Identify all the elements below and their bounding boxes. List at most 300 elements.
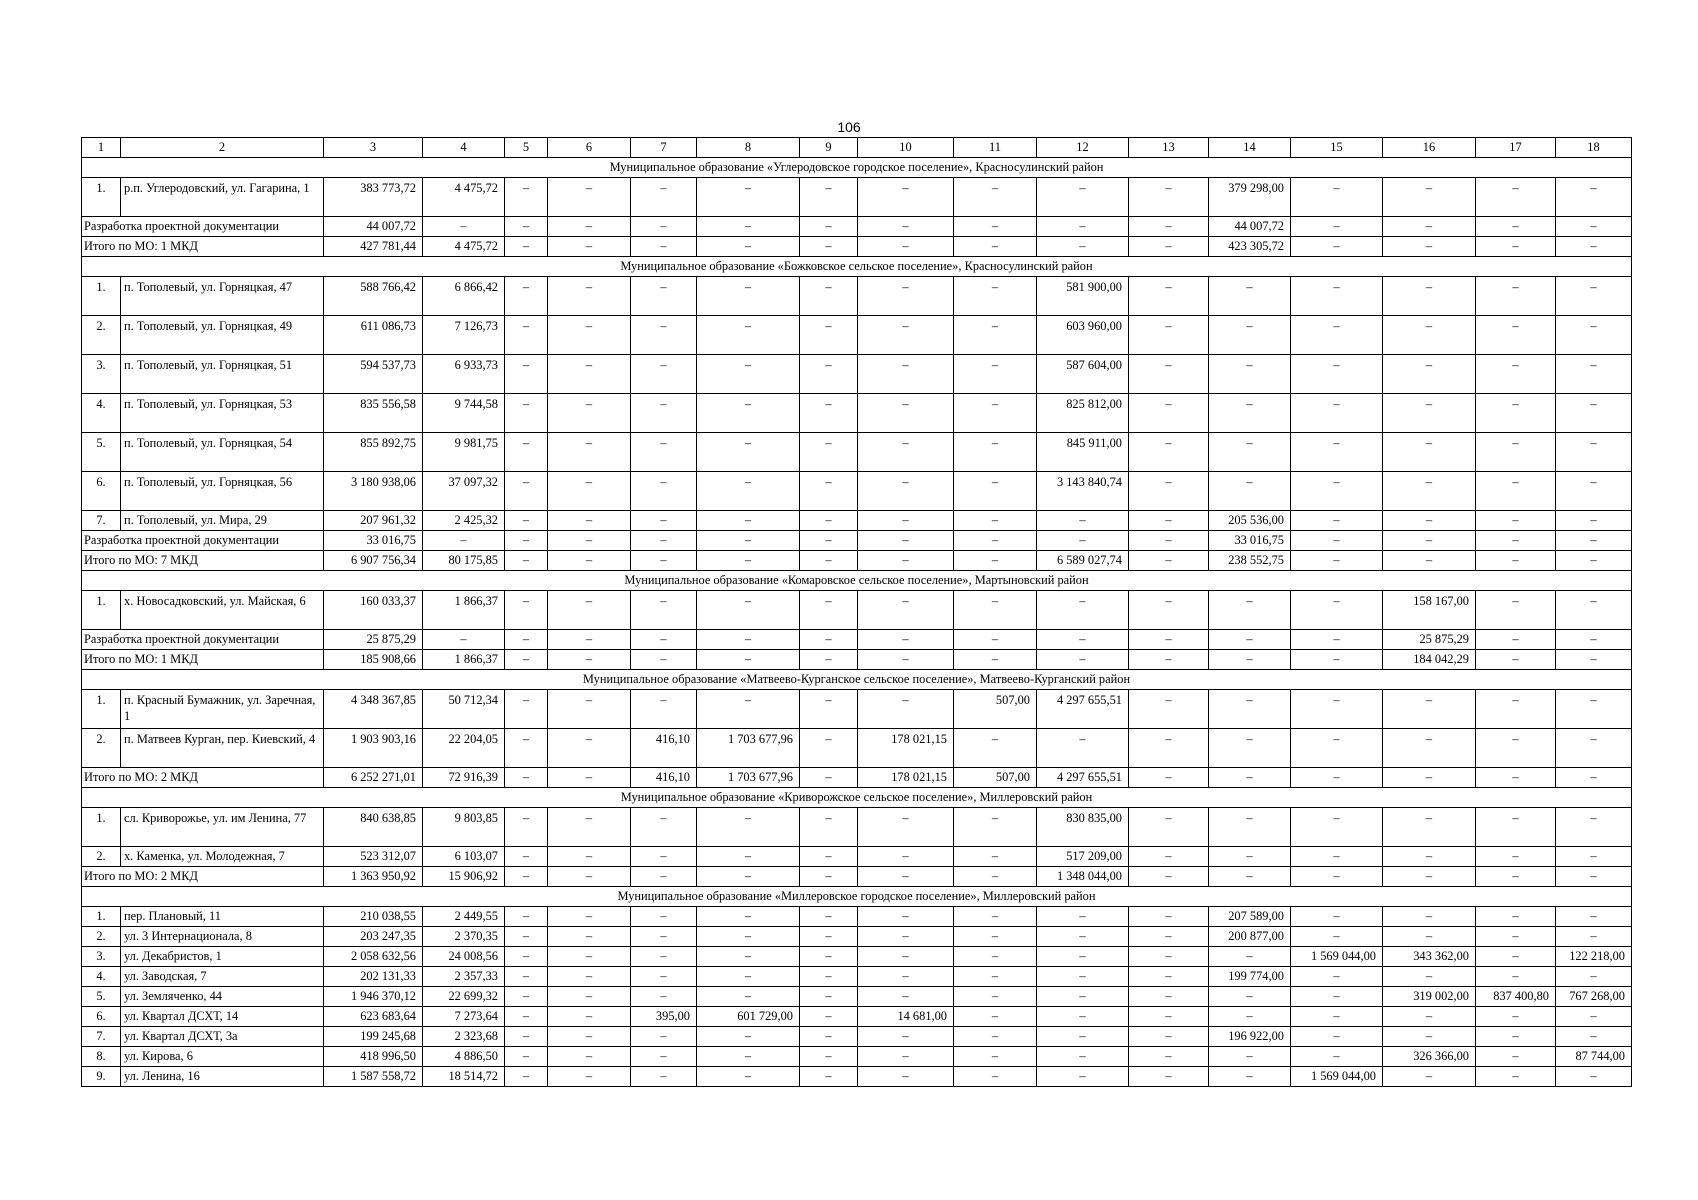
value-cell: – xyxy=(1037,927,1129,947)
value-cell: 9 803,85 xyxy=(423,808,505,847)
value-cell: 1 587 558,72 xyxy=(324,1067,423,1087)
table-row xyxy=(82,591,1632,630)
value-cell: – xyxy=(505,690,548,729)
value-cell: – xyxy=(1556,967,1632,987)
value-cell: – xyxy=(954,947,1037,967)
value-cell: 3 180 938,06 xyxy=(324,472,423,511)
value-cell: – xyxy=(858,1047,954,1067)
value-cell: 767 268,00 xyxy=(1556,987,1632,1007)
value-cell: – xyxy=(697,217,800,237)
value-cell: – xyxy=(1291,927,1383,947)
value-cell: – xyxy=(505,1027,548,1047)
value-cell: – xyxy=(1129,927,1209,947)
value-cell: – xyxy=(1129,591,1209,630)
table-row xyxy=(82,394,1632,433)
value-cell: – xyxy=(858,394,954,433)
value-cell: – xyxy=(697,237,800,257)
value-cell: – xyxy=(505,1067,548,1087)
table-row xyxy=(82,927,1632,947)
value-cell: 4 297 655,51 xyxy=(1037,690,1129,729)
value-cell: – xyxy=(1129,867,1209,887)
value-cell: 6 103,07 xyxy=(423,847,505,867)
value-cell: 1 866,37 xyxy=(423,591,505,630)
address-cell: п. Тополевый, ул. Горняцкая, 56 xyxy=(121,472,324,511)
value-cell: 199 774,00 xyxy=(1209,967,1291,987)
value-cell: – xyxy=(1129,729,1209,768)
value-cell: – xyxy=(1129,237,1209,257)
row-number: 7. xyxy=(82,1027,121,1047)
value-cell: – xyxy=(1129,847,1209,867)
value-cell: – xyxy=(697,1047,800,1067)
column-header: 6 xyxy=(548,138,631,158)
value-cell: – xyxy=(631,277,697,316)
section-header-row xyxy=(82,788,1632,808)
column-header: 17 xyxy=(1476,138,1556,158)
value-cell: – xyxy=(1291,967,1383,987)
value-cell: – xyxy=(697,591,800,630)
total-label: Итого по МО: 7 МКД xyxy=(82,551,324,571)
table-row xyxy=(82,729,1632,768)
value-cell: – xyxy=(548,531,631,551)
value-cell: 80 175,85 xyxy=(423,551,505,571)
value-cell: – xyxy=(1209,277,1291,316)
value-cell: – xyxy=(505,650,548,670)
value-cell: 25 875,29 xyxy=(1383,630,1476,650)
value-cell: – xyxy=(1037,729,1129,768)
value-cell: – xyxy=(1209,433,1291,472)
value-cell: – xyxy=(1556,907,1632,927)
value-cell: – xyxy=(1476,277,1556,316)
table-row xyxy=(82,1047,1632,1067)
value-cell: – xyxy=(1556,394,1632,433)
value-cell: – xyxy=(858,355,954,394)
column-number-row xyxy=(82,138,1632,158)
row-number: 2. xyxy=(82,729,121,768)
row-number: 8. xyxy=(82,1047,121,1067)
value-cell: 185 908,66 xyxy=(324,650,423,670)
value-cell: – xyxy=(1129,472,1209,511)
table-row xyxy=(82,1067,1632,1087)
table-row xyxy=(82,316,1632,355)
value-cell: 160 033,37 xyxy=(324,591,423,630)
row-number: 7. xyxy=(82,511,121,531)
address-cell: х. Новосадковский, ул. Майская, 6 xyxy=(121,591,324,630)
value-cell: 2 357,33 xyxy=(423,967,505,987)
section-header-row xyxy=(82,887,1632,907)
value-cell: 581 900,00 xyxy=(1037,277,1129,316)
value-cell: – xyxy=(1037,531,1129,551)
total-label: Итого по МО: 1 МКД xyxy=(82,237,324,257)
value-cell: 207 961,32 xyxy=(324,511,423,531)
value-cell: 845 911,00 xyxy=(1037,433,1129,472)
total-row xyxy=(82,768,1632,788)
row-number: 1. xyxy=(82,178,121,217)
value-cell: – xyxy=(1556,472,1632,511)
value-cell: 9 744,58 xyxy=(423,394,505,433)
value-cell: 319 002,00 xyxy=(1383,987,1476,1007)
value-cell: – xyxy=(1209,472,1291,511)
value-cell: – xyxy=(631,217,697,237)
value-cell: 22 699,32 xyxy=(423,987,505,1007)
value-cell: – xyxy=(1037,1067,1129,1087)
address-cell: ул. Декабристов, 1 xyxy=(121,947,324,967)
table-row xyxy=(82,1007,1632,1027)
value-cell: – xyxy=(858,907,954,927)
value-cell: – xyxy=(1291,768,1383,788)
value-cell: – xyxy=(1556,511,1632,531)
value-cell: – xyxy=(800,1027,858,1047)
value-cell: – xyxy=(548,178,631,217)
value-cell: – xyxy=(631,847,697,867)
column-header: 11 xyxy=(954,138,1037,158)
value-cell: – xyxy=(954,967,1037,987)
value-cell: – xyxy=(697,650,800,670)
value-cell: – xyxy=(1291,650,1383,670)
value-cell: 4 475,72 xyxy=(423,237,505,257)
value-cell: – xyxy=(697,316,800,355)
value-cell: – xyxy=(1556,355,1632,394)
value-cell: – xyxy=(505,729,548,768)
value-cell: – xyxy=(954,217,1037,237)
value-cell: – xyxy=(800,472,858,511)
value-cell: – xyxy=(631,690,697,729)
value-cell: 517 209,00 xyxy=(1037,847,1129,867)
total-label: Разработка проектной документации xyxy=(82,217,324,237)
value-cell: – xyxy=(1291,847,1383,867)
value-cell: – xyxy=(1129,433,1209,472)
value-cell: 200 877,00 xyxy=(1209,927,1291,947)
value-cell: – xyxy=(800,847,858,867)
section-header-row xyxy=(82,158,1632,178)
value-cell: – xyxy=(1476,1027,1556,1047)
value-cell: – xyxy=(631,511,697,531)
value-cell: 178 021,15 xyxy=(858,768,954,788)
value-cell: – xyxy=(1129,947,1209,967)
value-cell: – xyxy=(548,867,631,887)
value-cell: 379 298,00 xyxy=(1209,178,1291,217)
column-header: 12 xyxy=(1037,138,1129,158)
value-cell: – xyxy=(505,551,548,571)
value-cell: – xyxy=(505,511,548,531)
value-cell: – xyxy=(1129,768,1209,788)
value-cell: – xyxy=(548,630,631,650)
value-cell: – xyxy=(1476,394,1556,433)
column-header: 7 xyxy=(631,138,697,158)
value-cell: – xyxy=(1291,1047,1383,1067)
value-cell: 44 007,72 xyxy=(1209,217,1291,237)
table-row xyxy=(82,967,1632,987)
value-cell: – xyxy=(631,1027,697,1047)
value-cell: 326 366,00 xyxy=(1383,1047,1476,1067)
value-cell: – xyxy=(1476,947,1556,967)
value-cell: 1 348 044,00 xyxy=(1037,867,1129,887)
value-cell: – xyxy=(1476,690,1556,729)
column-header: 1 xyxy=(82,138,121,158)
value-cell: – xyxy=(505,1007,548,1027)
value-cell: – xyxy=(697,690,800,729)
total-label: Разработка проектной документации xyxy=(82,531,324,551)
value-cell: – xyxy=(1556,768,1632,788)
value-cell: – xyxy=(1383,690,1476,729)
value-cell: – xyxy=(1209,947,1291,967)
value-cell: – xyxy=(1129,907,1209,927)
value-cell: – xyxy=(505,907,548,927)
value-cell: 4 297 655,51 xyxy=(1037,768,1129,788)
value-cell: – xyxy=(800,277,858,316)
value-cell: – xyxy=(1129,967,1209,987)
value-cell: – xyxy=(1129,316,1209,355)
value-cell: – xyxy=(1383,768,1476,788)
value-cell: 1 946 370,12 xyxy=(324,987,423,1007)
value-cell: – xyxy=(1476,217,1556,237)
value-cell: – xyxy=(1476,1007,1556,1027)
value-cell: – xyxy=(631,650,697,670)
value-cell: – xyxy=(1383,217,1476,237)
value-cell: – xyxy=(858,472,954,511)
value-cell: – xyxy=(697,967,800,987)
value-cell: – xyxy=(1556,1007,1632,1027)
value-cell: 25 875,29 xyxy=(324,630,423,650)
value-cell: – xyxy=(505,316,548,355)
value-cell: – xyxy=(1291,1027,1383,1047)
value-cell: 2 323,68 xyxy=(423,1027,505,1047)
total-row xyxy=(82,551,1632,571)
value-cell: 7 273,64 xyxy=(423,1007,505,1027)
value-cell: – xyxy=(697,1027,800,1047)
total-row xyxy=(82,217,1632,237)
value-cell: – xyxy=(1383,394,1476,433)
value-cell: – xyxy=(1291,808,1383,847)
value-cell: – xyxy=(548,927,631,947)
value-cell: – xyxy=(1129,1047,1209,1067)
table-row xyxy=(82,847,1632,867)
value-cell: – xyxy=(954,1027,1037,1047)
value-cell: 3 143 840,74 xyxy=(1037,472,1129,511)
value-cell: 1 703 677,96 xyxy=(697,729,800,768)
value-cell: – xyxy=(1556,531,1632,551)
value-cell: – xyxy=(1209,1067,1291,1087)
value-cell: 18 514,72 xyxy=(423,1067,505,1087)
value-cell: – xyxy=(1556,551,1632,571)
value-cell: – xyxy=(1037,237,1129,257)
value-cell: – xyxy=(954,1007,1037,1027)
value-cell: – xyxy=(954,729,1037,768)
value-cell: 1 569 044,00 xyxy=(1291,947,1383,967)
value-cell: – xyxy=(1037,1007,1129,1027)
value-cell: 44 007,72 xyxy=(324,217,423,237)
value-cell: – xyxy=(1476,1067,1556,1087)
value-cell: – xyxy=(631,808,697,847)
value-cell: – xyxy=(631,433,697,472)
row-number: 2. xyxy=(82,927,121,947)
value-cell: – xyxy=(1556,847,1632,867)
table-row xyxy=(82,907,1632,927)
value-cell: – xyxy=(631,987,697,1007)
value-cell: – xyxy=(858,277,954,316)
value-cell: – xyxy=(1291,316,1383,355)
value-cell: – xyxy=(1037,591,1129,630)
value-cell: – xyxy=(548,808,631,847)
value-cell: – xyxy=(1476,237,1556,257)
value-cell: – xyxy=(858,650,954,670)
value-cell: – xyxy=(954,316,1037,355)
value-cell: – xyxy=(1556,927,1632,947)
value-cell: – xyxy=(423,217,505,237)
value-cell: – xyxy=(505,847,548,867)
value-cell: 611 086,73 xyxy=(324,316,423,355)
total-label: Итого по МО: 1 МКД xyxy=(82,650,324,670)
value-cell: 37 097,32 xyxy=(423,472,505,511)
value-cell: – xyxy=(1556,630,1632,650)
value-cell: – xyxy=(800,808,858,847)
value-cell: – xyxy=(505,927,548,947)
value-cell: – xyxy=(954,867,1037,887)
address-cell: ул. Квартал ДСХТ, 3а xyxy=(121,1027,324,1047)
value-cell: – xyxy=(800,729,858,768)
page-number: 106 xyxy=(837,119,861,135)
value-cell: – xyxy=(697,808,800,847)
value-cell: – xyxy=(1129,277,1209,316)
value-cell: – xyxy=(954,847,1037,867)
value-cell: – xyxy=(1476,551,1556,571)
value-cell: – xyxy=(800,531,858,551)
value-cell: – xyxy=(954,927,1037,947)
value-cell: – xyxy=(1209,1047,1291,1067)
value-cell: – xyxy=(1037,1047,1129,1067)
value-cell: 199 245,68 xyxy=(324,1027,423,1047)
housing-repair-table xyxy=(81,137,1632,1087)
value-cell: – xyxy=(548,591,631,630)
value-cell: – xyxy=(1476,591,1556,630)
value-cell: – xyxy=(954,472,1037,511)
value-cell: – xyxy=(631,237,697,257)
value-cell: – xyxy=(858,591,954,630)
address-cell: п. Матвеев Курган, пер. Киевский, 4 xyxy=(121,729,324,768)
value-cell: – xyxy=(1291,394,1383,433)
value-cell: – xyxy=(954,433,1037,472)
value-cell: – xyxy=(548,947,631,967)
value-cell: – xyxy=(800,551,858,571)
value-cell: – xyxy=(1556,808,1632,847)
row-number: 2. xyxy=(82,316,121,355)
value-cell: – xyxy=(1209,768,1291,788)
value-cell: – xyxy=(1291,178,1383,217)
column-header: 4 xyxy=(423,138,505,158)
value-cell: 855 892,75 xyxy=(324,433,423,472)
value-cell: – xyxy=(548,967,631,987)
total-row xyxy=(82,531,1632,551)
value-cell: – xyxy=(800,511,858,531)
value-cell: – xyxy=(1129,987,1209,1007)
value-cell: – xyxy=(697,433,800,472)
value-cell: – xyxy=(954,355,1037,394)
table-row xyxy=(82,690,1632,729)
value-cell: – xyxy=(1383,531,1476,551)
row-number: 4. xyxy=(82,967,121,987)
value-cell: – xyxy=(1037,907,1129,927)
value-cell: 343 362,00 xyxy=(1383,947,1476,967)
value-cell: – xyxy=(548,355,631,394)
value-cell: – xyxy=(548,217,631,237)
value-cell: – xyxy=(631,531,697,551)
value-cell: – xyxy=(858,237,954,257)
value-cell: – xyxy=(800,987,858,1007)
column-header: 3 xyxy=(324,138,423,158)
column-header: 18 xyxy=(1556,138,1632,158)
value-cell: 202 131,33 xyxy=(324,967,423,987)
value-cell: – xyxy=(1291,630,1383,650)
address-cell: х. Каменка, ул. Молодежная, 7 xyxy=(121,847,324,867)
value-cell: – xyxy=(548,316,631,355)
value-cell: 9 981,75 xyxy=(423,433,505,472)
section-title: Муниципальное образование «Криворожское сельское поселение», Миллеровский район xyxy=(82,788,1632,808)
row-number: 9. xyxy=(82,1067,121,1087)
value-cell: – xyxy=(1209,394,1291,433)
value-cell: – xyxy=(800,867,858,887)
value-cell: – xyxy=(1476,1047,1556,1067)
value-cell: – xyxy=(505,768,548,788)
value-cell: – xyxy=(1476,967,1556,987)
value-cell: – xyxy=(800,690,858,729)
value-cell: – xyxy=(800,178,858,217)
value-cell: – xyxy=(1383,1027,1476,1047)
value-cell: – xyxy=(1383,472,1476,511)
value-cell: – xyxy=(1209,847,1291,867)
value-cell: – xyxy=(954,650,1037,670)
value-cell: 7 126,73 xyxy=(423,316,505,355)
value-cell: – xyxy=(1383,907,1476,927)
value-cell: 22 204,05 xyxy=(423,729,505,768)
table-body xyxy=(82,138,1632,1087)
table-row xyxy=(82,1027,1632,1047)
column-header: 16 xyxy=(1383,138,1476,158)
value-cell: 2 425,32 xyxy=(423,511,505,531)
value-cell: – xyxy=(1129,1027,1209,1047)
column-header: 15 xyxy=(1291,138,1383,158)
table-row xyxy=(82,277,1632,316)
value-cell: 416,10 xyxy=(631,729,697,768)
value-cell: – xyxy=(1209,355,1291,394)
value-cell: – xyxy=(548,690,631,729)
value-cell: – xyxy=(548,551,631,571)
section-title: Муниципальное образование «Углеродовское городское поселение», Красносулинский район xyxy=(82,158,1632,178)
value-cell: – xyxy=(1476,316,1556,355)
total-label: Итого по МО: 2 МКД xyxy=(82,768,324,788)
value-cell: – xyxy=(1383,355,1476,394)
value-cell: – xyxy=(1556,1027,1632,1047)
value-cell: – xyxy=(954,1047,1037,1067)
value-cell: – xyxy=(1556,591,1632,630)
table-row xyxy=(82,178,1632,217)
value-cell: – xyxy=(505,967,548,987)
value-cell: – xyxy=(631,967,697,987)
value-cell: – xyxy=(1383,729,1476,768)
value-cell: – xyxy=(505,394,548,433)
row-number: 5. xyxy=(82,987,121,1007)
value-cell: 594 537,73 xyxy=(324,355,423,394)
table-row xyxy=(82,433,1632,472)
value-cell: – xyxy=(548,1027,631,1047)
value-cell: – xyxy=(1476,355,1556,394)
value-cell: – xyxy=(800,394,858,433)
value-cell: – xyxy=(548,1067,631,1087)
value-cell: – xyxy=(1476,907,1556,927)
value-cell: 178 021,15 xyxy=(858,729,954,768)
value-cell: – xyxy=(858,316,954,355)
value-cell: 2 370,35 xyxy=(423,927,505,947)
value-cell: – xyxy=(954,511,1037,531)
value-cell: 50 712,34 xyxy=(423,690,505,729)
